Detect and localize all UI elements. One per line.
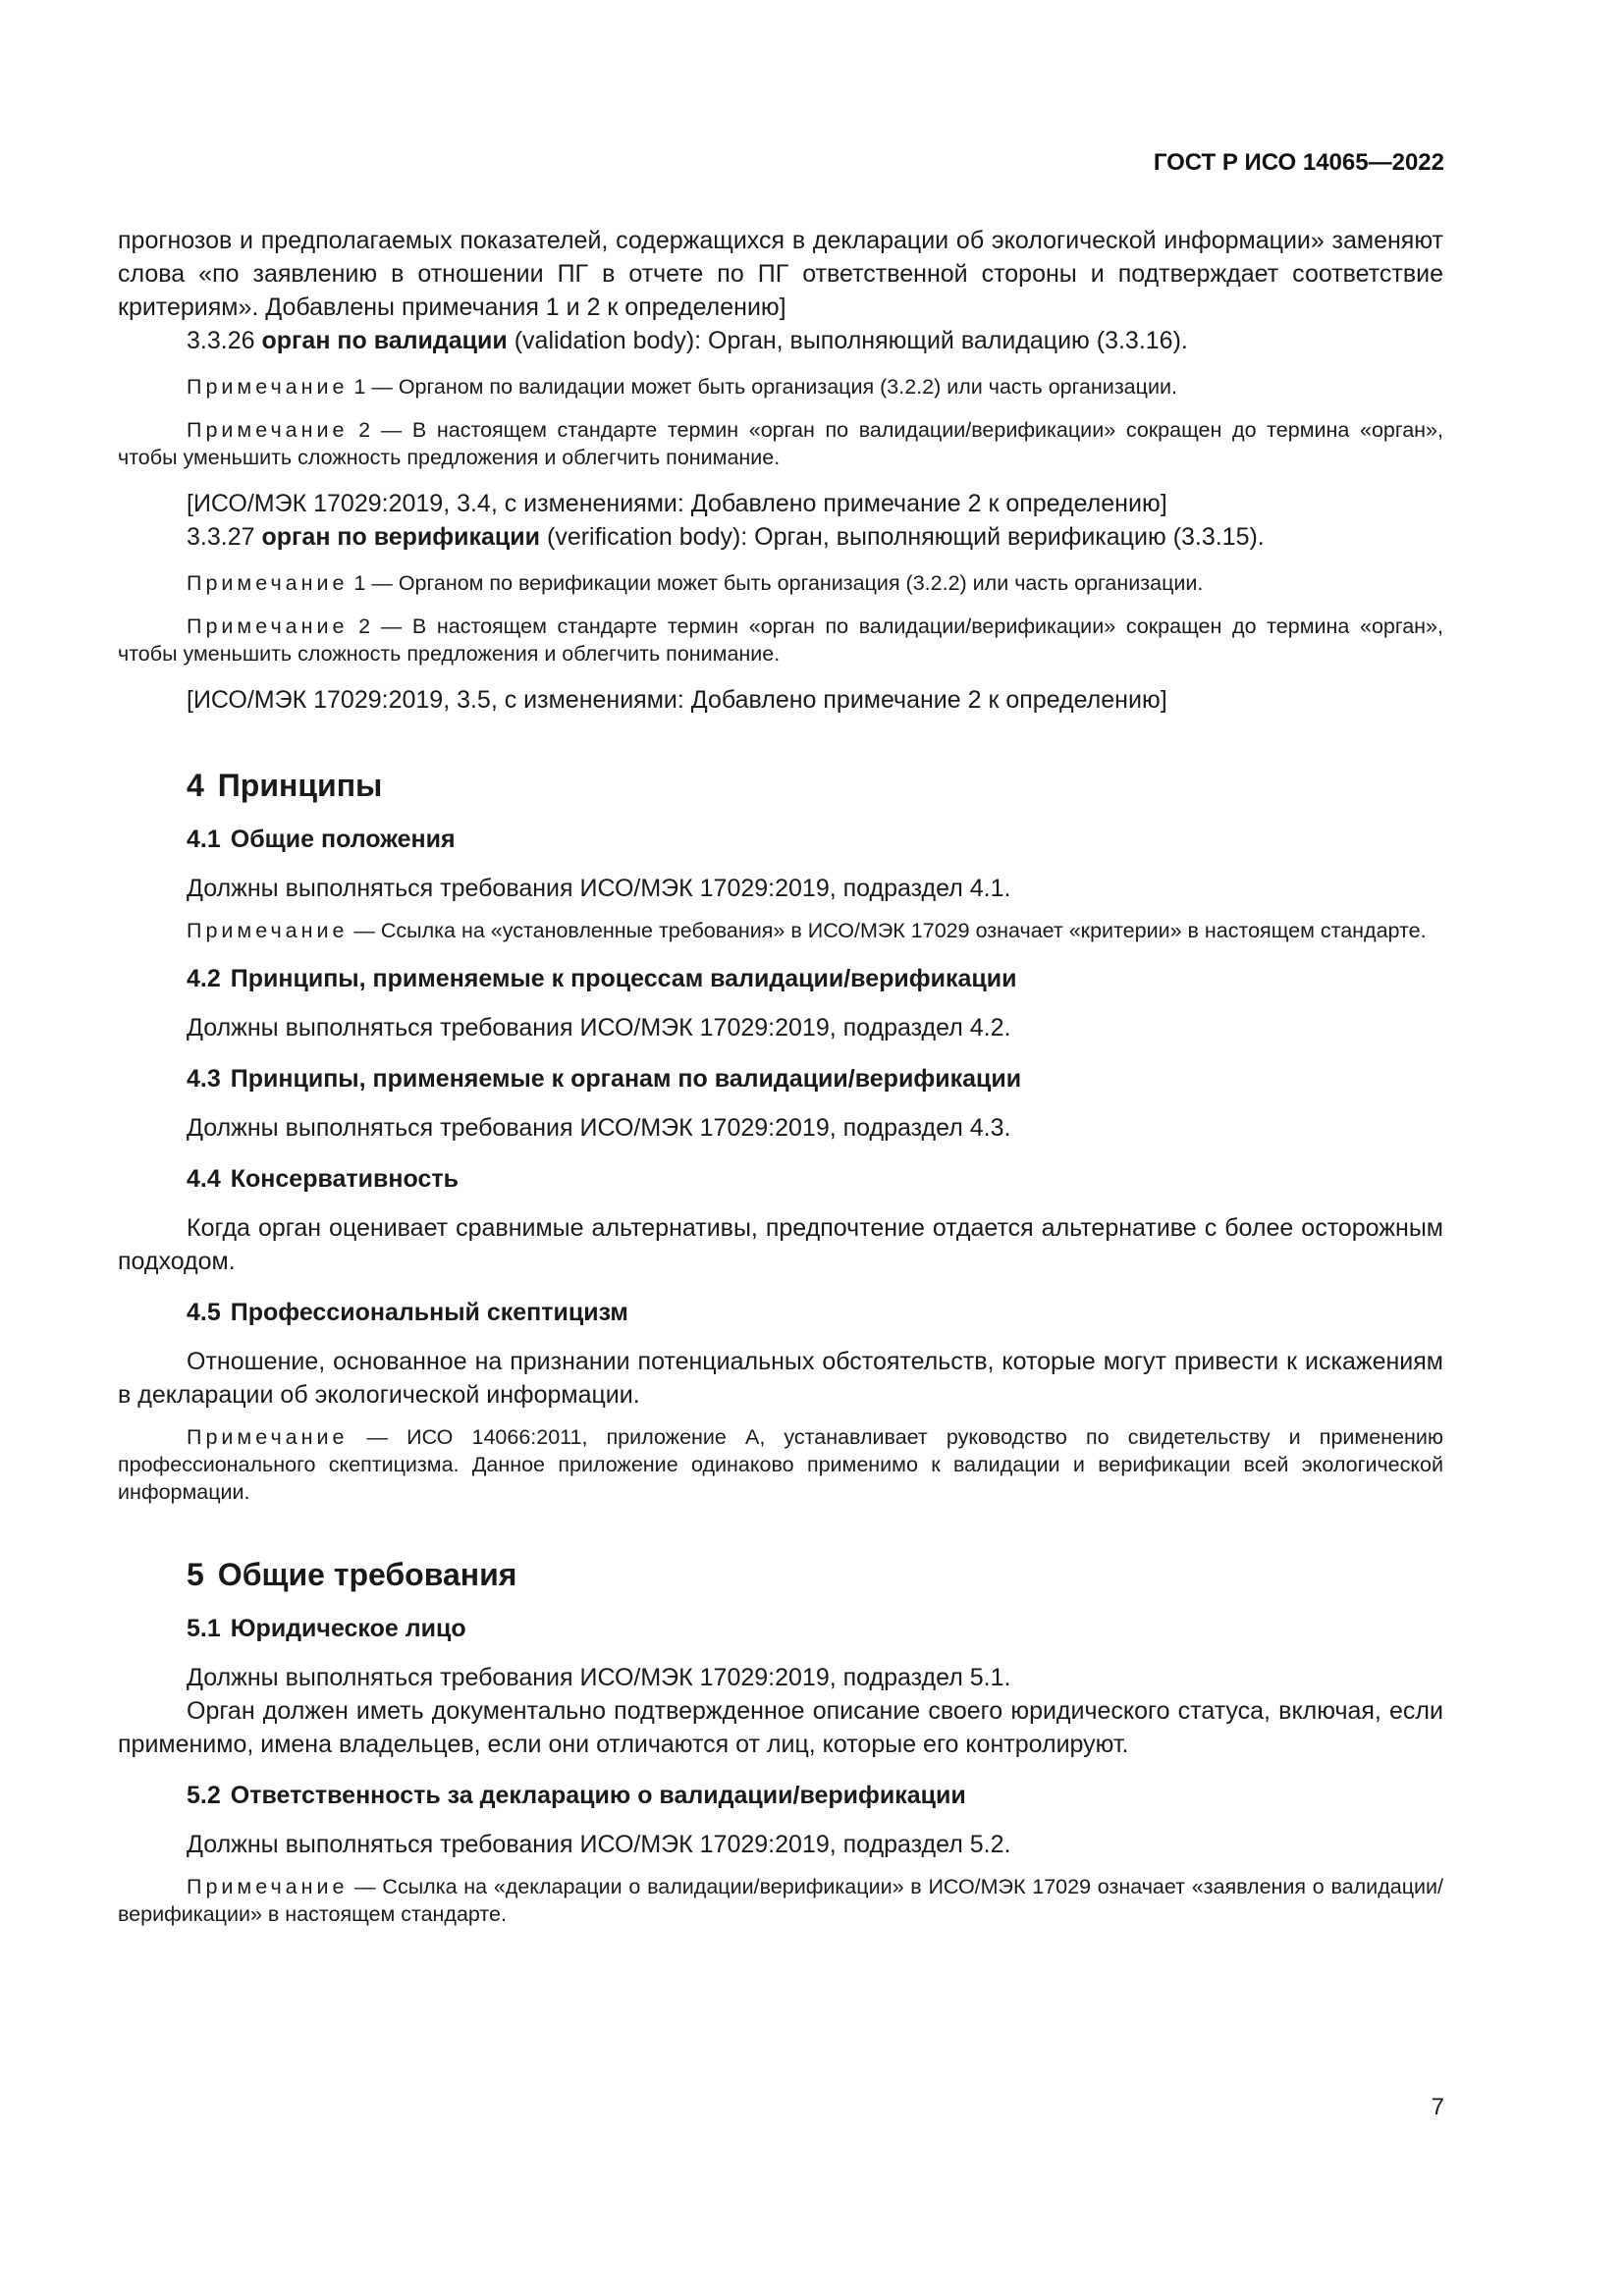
term-entry-3-3-27	[118, 520, 1443, 554]
body-text: Должны выполняться требования ИСО/МЭК 17029:2019, подраздел 5.1.	[187, 1664, 1011, 1691]
subsection-heading-4-5: 4.5 Профессиональный скептицизм	[187, 1299, 628, 1326]
section-heading-4: 4 Принципы	[187, 768, 383, 803]
subsection-heading-5-2: 5.2 Ответственность за декларацию о валидации/верификации	[187, 1782, 966, 1809]
body-text: Когда орган оценивает сравнимые альтернативы, предпочтение отдается альтернативе с более осторожным подходом.	[118, 1214, 1443, 1275]
note-text: 1 — Органом по валидации может быть организация (3.2.2) или часть организации.	[348, 375, 1177, 399]
note-label: Примечание	[187, 919, 349, 942]
note	[118, 1873, 1443, 1928]
subsection-heading-4-3: 4.3 Принципы, применяемые к органам по валидации/верификации	[187, 1065, 1022, 1093]
note-label: Примечание	[187, 1425, 349, 1449]
note-text: 2 — В настоящем стандарте термин «орган по валидации/верификации» сокращен до термина «орган», чтобы уменьшить сложность предложения и облегчить понимание.	[118, 418, 1443, 469]
note-text: 2 — В настоящем стандарте термин «орган по валидации/верификации» сокращен до термина «орган», чтобы уменьшить сложность предложения и облегчить понимание.	[118, 614, 1443, 666]
term-source: [ИСО/МЭК 17029:2019, 3.5, с изменениями: Добавлено примечание 2 к определению]	[187, 686, 1167, 714]
note-label: Примечание	[187, 614, 349, 638]
note-1	[118, 569, 1443, 597]
body-text: Должны выполняться требования ИСО/МЭК 17029:2019, подраздел 4.2.	[187, 1014, 1011, 1041]
note-text: — Ссылка на «декларации о валидации/верификации» в ИСО/МЭК 17029 означает «заявления о валидации/верификации» в настоящем стандарте.	[118, 1875, 1443, 1926]
continuation-paragraph: прогнозов и предполагаемых показателей, содержащихся в декларации об экологической информации» заменяют слова «по заявлению в отношении ПГ в отчете по ПГ ответственной стороны и подтверждает соответствие критериям». Добавлены примечания 1 и 2 к определению]	[118, 227, 1443, 321]
note-1	[118, 373, 1443, 400]
note-text: 1 — Органом по верификации может быть организация (3.2.2) или часть организации.	[348, 571, 1204, 595]
note-label: Примечание	[187, 418, 349, 442]
body-text: Должны выполняться требования ИСО/МЭК 17029:2019, подраздел 4.1.	[187, 875, 1011, 902]
note	[118, 917, 1443, 944]
note-label: Примечание	[187, 1875, 349, 1898]
section-heading-5: 5 Общие требования	[187, 1557, 517, 1592]
subsection-heading-4-1: 4.1 Общие положения	[187, 826, 456, 853]
note-text: — Ссылка на «установленные требования» в ИСО/МЭК 17029 означает «критерии» в настоящем стандарте.	[348, 919, 1427, 942]
term-number: 3.3.27	[187, 523, 255, 551]
note-label: Примечание	[187, 375, 349, 399]
note-2	[118, 416, 1443, 471]
note-text: — ИСО 14066:2011, приложение А, устанавливает руководство по свидетельству и применению профессионального скептицизма. Данное приложение одинаково применимо к валидации и верификации всей экологической информации.	[118, 1425, 1443, 1504]
subsection-heading-4-2: 4.2 Принципы, применяемые к процессам валидации/верификации	[187, 965, 1017, 992]
note-2	[118, 613, 1443, 667]
body-text: Орган должен иметь документально подтвержденное описание своего юридического статуса, включая, если применимо, имена владельцев, если они отличаются от лиц, которые его контролируют.	[118, 1697, 1443, 1758]
note-label: Примечание	[187, 571, 349, 595]
subsection-heading-4-4: 4.4 Консервативность	[187, 1165, 459, 1193]
body-text: Должны выполняться требования ИСО/МЭК 17029:2019, подраздел 4.3.	[187, 1114, 1011, 1142]
term-definition: (verification body): Орган, выполняющий верификацию (3.3.15).	[540, 523, 1265, 551]
term-number: 3.3.26	[187, 327, 255, 354]
subsection-heading-5-1: 5.1 Юридическое лицо	[187, 1615, 466, 1642]
term-name: орган по валидации	[261, 327, 508, 354]
body-text: Должны выполняться требования ИСО/МЭК 17029:2019, подраздел 5.2.	[187, 1831, 1011, 1858]
standard-designation: ГОСТ Р ИСО 14065—2022	[1153, 149, 1444, 176]
note	[118, 1423, 1443, 1506]
term-source: [ИСО/МЭК 17029:2019, 3.4, с изменениями: Добавлено примечание 2 к определению]	[187, 490, 1167, 517]
term-entry-3-3-26	[118, 324, 1443, 357]
term-name: орган по верификации	[261, 523, 541, 551]
page-body	[118, 224, 1443, 1928]
body-text: Отношение, основанное на признании потенциальных обстоятельств, которые могут привести к искажениям в декларации об экологической информации.	[118, 1348, 1443, 1409]
page-number: 7	[1431, 2094, 1444, 2120]
term-definition: (validation body): Орган, выполняющий валидацию (3.3.16).	[507, 327, 1188, 354]
